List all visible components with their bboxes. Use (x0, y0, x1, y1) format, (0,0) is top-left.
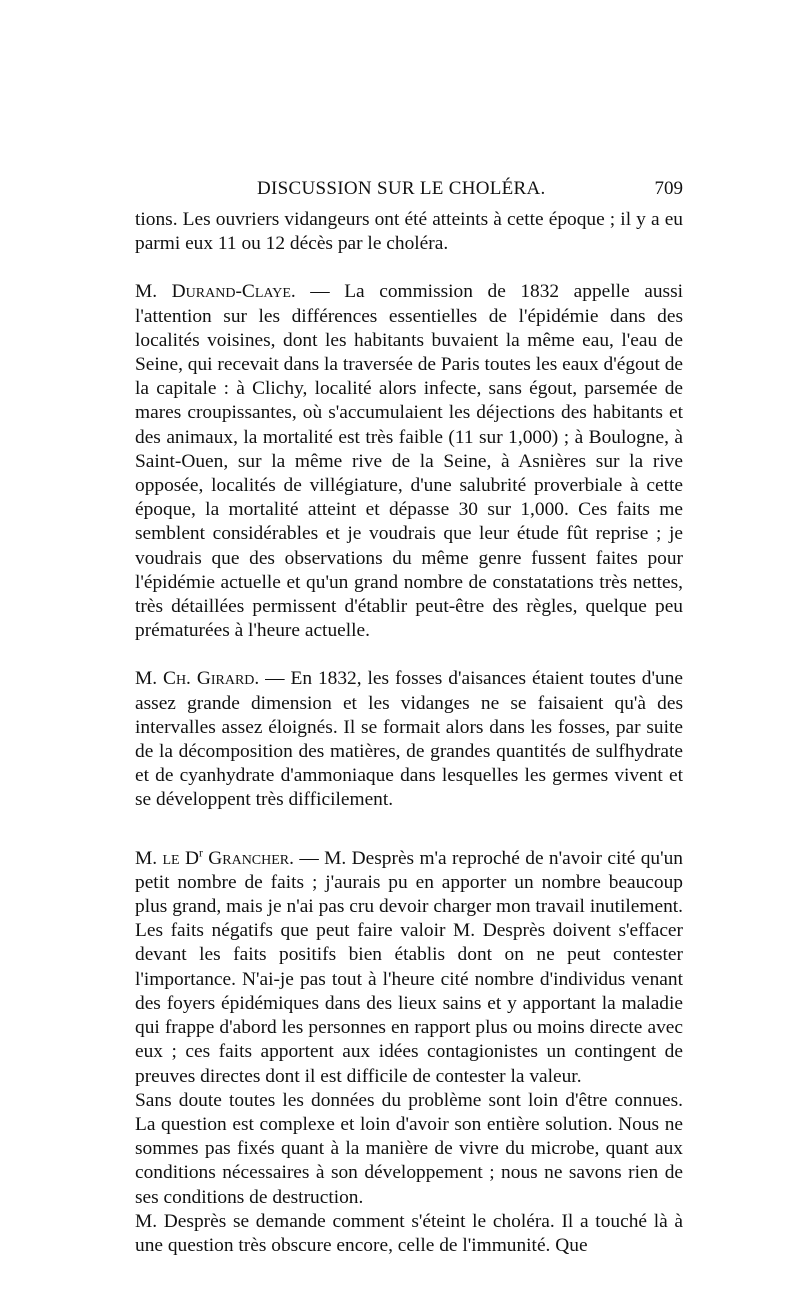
speaker-title: le D (162, 847, 199, 869)
page-number: 709 (654, 178, 683, 199)
speaker-name: Ch. Girard. (163, 668, 260, 690)
paragraph-text: — La commission de 1832 appelle aussi l'attention sur les différences essentielles de l'épidémie dans des localités voisines, dont les habitants buvaient la même eau, l'eau de Seine, qui recevait dans la traversée de Paris toutes les eaux d'égout de la capitale : à Clichy, localité alors infecte, sans égout, parsemée de mares croupissantes, où s'accumulaient les déjections des habitants et des animaux, la mortalité est très faible (11 sur 1,000) ; à Boulogne, à Saint-Ouen, sur la même rive de la Seine, à Asnières sur la rive opposée, localités de villégiature, d'une salubrité proverbiale à cette époque, la mortalité atteint et dépasse 30 sur 1,000. Ces faits me semblent considérables et je voudrais que leur étude fût reprise ; je voudrais que des observations du même genre fussent faites pour l'épidémie actuelle et qu'un grand nombre de constatations très nettes, très détaillées permissent d'établir peut-être des règles, quelque peu prématurées à l'heure actuelle. (135, 281, 684, 642)
speaker-prefix: M. (135, 847, 163, 869)
speaker-name: Durand-Claye. (171, 281, 296, 303)
paragraph-text: — En 1832, les fosses d'aisances étaient toutes d'une assez grande dimension et les vidanges ne se faisaient qu'à des intervalles assez éloignés. Il se formait alors dans les fosses, par suite de la décomposition des matières, de grandes quantités de sulfhydrate et de cyanhydrate d'ammoniaque dans lesquelles les germes vivent et se développent très difficilement. (135, 668, 683, 811)
paragraph-grancher (135, 847, 683, 1089)
running-title: DISCUSSION SUR LE CHOLÉRA. (257, 178, 546, 199)
paragraph-continuation (135, 208, 683, 256)
speaker-prefix: M. (135, 281, 172, 303)
body-text (135, 208, 683, 1258)
paragraph-durand-claye (135, 280, 683, 643)
paragraph-despres (135, 1210, 683, 1258)
paragraph-text: tions. Les ouvriers vidangeurs ont été atteints à cette époque ; il y a eu parmi eux 11 ou 12 décès par le choléra. (135, 209, 683, 255)
paragraph-text: Sans doute toutes les données du problème sont loin d'être connues. La question est complexe et loin d'avoir son entière solution. Nous ne sommes pas fixés quant à la manière de vivre du microbe, quant aux conditions nécessaires à son développement ; nous ne savons rien de ses conditions de destruction. (135, 1089, 683, 1208)
speaker-name: Grancher. (202, 847, 294, 869)
page-header (135, 178, 683, 206)
paragraph-sans-doute (135, 1089, 683, 1210)
paragraph-text: M. Desprès se demande comment s'éteint le choléra. Il a touché là à une question très obscure encore, celle de l'immunité. Que (135, 1210, 683, 1256)
speaker-title-sup: r (198, 846, 203, 860)
paragraph-text: — M. Desprès m'a reproché de n'avoir cité qu'un petit nombre de faits ; j'aurais pu en apporter un nombre beaucoup plus grand, mais je n'ai pas cru devoir charger mon travail inutilement. Les faits négatifs que peut faire valoir M. Desprès doivent s'effacer devant les faits positifs bien établis dont on ne peut contester l'importance. N'ai-je pas tout à l'heure cité nombre d'individus venant des foyers épidémiques dans des lieux sains et y apportant la maladie qui frappe d'abord les personnes en rapport plus ou moins directe avec eux ; ces faits apportent aux idées contagionistes un contingent de preuves directes dont il est difficile de contester la valeur. (135, 847, 683, 1087)
speaker-prefix: M. (135, 668, 164, 690)
paragraph-girard (135, 667, 683, 812)
